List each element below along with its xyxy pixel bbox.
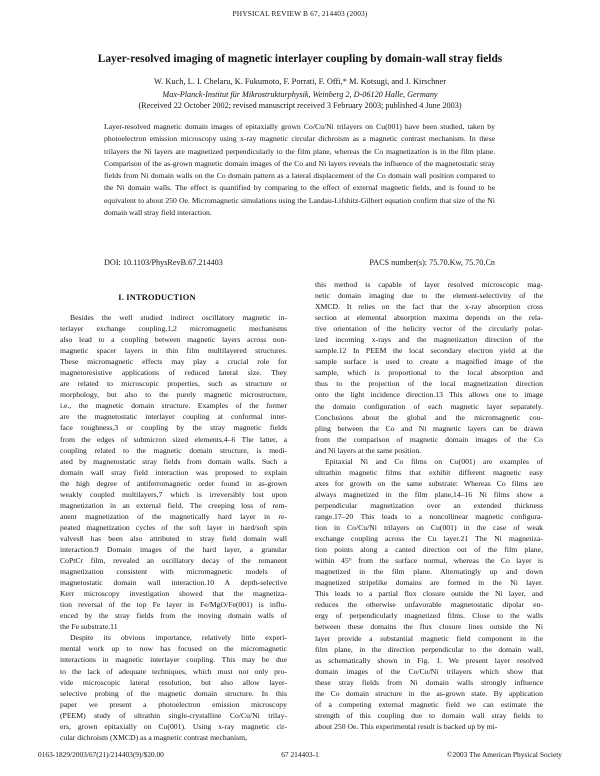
text-line: (PEEM) study of ultrathin single-crystalline Co/Cu/Ni trilay- — [60, 710, 287, 720]
text-line: magnetoresistive applications of reduced lateral size. They — [60, 368, 287, 378]
text-line: Besides the well studied indirect oscillatory magnetic in- — [70, 313, 287, 322]
text-line: sample, which is proportional to the local absorption and — [315, 368, 543, 378]
text-line: ers, grown epitaxially on Cu(001). Using x-ray magnetic cir- — [60, 721, 287, 731]
text-line: Epitaxial Ni and Co films on Cu(001) are examples of — [325, 456, 543, 466]
text-line: ultrathin magnetic films that exhibit different magnetic easy — [315, 467, 543, 477]
text-line: ized incoming x-rays and the magnetization direction of the — [315, 335, 543, 345]
text-line: exchange coupling across the Cu layer.21 The Ni magnetiza- — [315, 534, 543, 544]
text-line: magnetization in an external field. The creeping loss of rem- — [60, 500, 287, 510]
text-line: ergy of perpendicularly magnetized films. Close to the walls — [315, 611, 543, 621]
text-line: are related to microscopic properties, such as structure or — [60, 379, 287, 389]
text-line: magnetized in the film plane. Alternatingly up and down — [315, 567, 543, 577]
text-line: sample surface is used to create a magnified image of the — [315, 357, 543, 367]
affiliation: Max-Planck-Institut für Mikrostrukturphysik, Weinberg 2, D-06120 Halle, Germany — [162, 90, 438, 99]
text-line: always magnetized in the film plane,14–16 Ni films show a — [315, 489, 543, 499]
text-line: XMCD. It relies on the fact that the x-ray absorption cross — [315, 302, 543, 312]
text-line: magnetostatic domain wall interaction.10 A depth-selective — [60, 578, 287, 588]
page-number: 67 214403-1 — [281, 750, 319, 759]
text-line: tion reversal of the top Fe layer in Fe/MgO/Fe(001) is influ- — [60, 600, 287, 610]
text-line: mental work up to now has focused on the micromagnetic — [60, 644, 287, 654]
text-line: as schematically shown in Fig. 1. We present layer resolved — [315, 655, 543, 665]
text-line: These micromagnetic effects may play a crucial role for — [60, 357, 287, 367]
text-line: the Fe substrate.11 — [60, 622, 118, 632]
text-line: are the magnetostatic interlayer coupling at conformal inter- — [60, 412, 287, 422]
text-line: interactions in magnetic interlayer coupling. This may be due — [60, 655, 287, 665]
text-line: reduces the otherwise unfavorable magnetostatic dipolar en- — [315, 600, 543, 610]
text-line: this method is capable of layer resolved microscopic mag- — [315, 280, 543, 289]
received-dates: (Received 22 October 2002; revised manuscript received 3 February 2003; published 4 June 2003) — [138, 101, 462, 110]
text-line: terlayer exchange coupling,1,2 micromagnetic mechanisms — [60, 324, 287, 334]
text-line: about 250 Oe. This experimental result is backed up by mi- — [315, 721, 498, 731]
text-line: magnetic spacer layers in thin film multilayered structures. — [60, 346, 287, 356]
abstract: Layer-resolved magnetic domain images of epitaxially grown Co/Cu/Ni trilayers on Cu(001) have been studied, taken by photoelectron emission microscopy using x-ray magnetic circular dichroism as a magnetic contrast mechanism. In these trilayers the Ni layers are magnetized perpendicularly to the film plane, whereas the Co magnetization is in the film plane. Comparison of the as-grown magnetic domain images of the Co and Ni layers reveals the influence of the magnetostatic stray fields from Ni domain walls on the Co domain pattern as a lateral displacement of the Co domain wall position compared to the Ni domain walls. The effect is quantified by comparing to the effect of external magnetic fields, and is found to be equivalent to about 250 Oe. Micromagnetic simulations using the Landau-Lifshitz-Gilbert equation confirm that size of the Ni domain wall stray field interaction. — [104, 122, 495, 218]
text-line: thus to the projection of the local magnetization direction — [315, 379, 543, 389]
text-line: within 45° from the surface normal, whereas the Co layer is — [315, 556, 543, 566]
text-line: these stray fields from Ni domain walls strongly influence — [315, 677, 543, 687]
text-line: layer provide a substantial magnetic field component in the — [315, 633, 543, 643]
text-line: film plane, in the direction perpendicular to the domain wall, — [315, 644, 543, 654]
text-line: selective probing of the magnetic domain structure. In this — [60, 688, 287, 698]
section-heading: I. INTRODUCTION — [118, 293, 196, 302]
text-line: domain images of the Co/Cu/Ni trilayers which show that — [315, 666, 543, 676]
text-line: the high degree of antiferromagnetic order found in as-grown — [60, 478, 287, 488]
author-list: W. Kuch, L. I. Chelaru, K. Fukumoto, F. Porrati, F. Offi,* M. Kotsugi, and J. Kirschner — [154, 77, 446, 86]
text-line: Despite its obvious importance, relatively little experi- — [70, 633, 287, 643]
text-line: cular dichroism (XMCD) as a magnetic contrast mechanism, — [60, 732, 248, 742]
pacs-numbers: PACS number(s): 75.70.Kw, 75.70.Cn — [369, 258, 495, 267]
journal-header: PHYSICAL REVIEW B 67, 214403 (2003) — [232, 9, 368, 18]
text-line: between these domains the flux closure lines outside the Ni — [315, 622, 543, 632]
text-line: from the edges of submicron sized elements.4–6 The latter, a — [60, 434, 287, 444]
text-line: netic domain imaging due to the element-selectivity of the — [315, 291, 543, 301]
footer-code: 0163-1829/2003/67(21)/214403(9)/$20.00 — [38, 750, 164, 759]
text-line: valves8 has been also attributed to stray field domain wall — [60, 533, 287, 543]
text-line: tion in Co/Cu/Ni trilayers on Cu(001) in the case of weak — [315, 523, 543, 533]
text-line: onto the light incidence direction.13 This allows one to image — [315, 390, 543, 400]
text-line: tive orientation of the helicity vector of the circularly polar- — [315, 324, 543, 334]
text-line: This leads to a partial flux closure outside the Ni layer, and — [315, 589, 543, 599]
text-line: magnetized stripelike domains are formed in the Ni layer. — [315, 578, 543, 588]
text-line: paper we present a photoelectron emission microscopy — [60, 699, 287, 709]
text-line: the Co domain structure in the as-grown state. By application — [315, 688, 543, 698]
text-line: peated magnetization cycles of the soft layer in hard/soft spin — [60, 522, 287, 532]
text-line: CoPtCr film, revealed an oscillatory decay of the remanent — [60, 556, 287, 566]
left-column — [60, 312, 287, 743]
text-line: sample.12 In PEEM the local secondary electron yield at the — [315, 346, 543, 356]
text-line: vide microscopic lateral resolution, but also allow layer- — [60, 677, 287, 687]
text-line: morphology, but also to the purely magnetic microstructure, — [60, 390, 287, 400]
text-line: face roughness,3 or coupling by the stray magnetic fields — [60, 423, 287, 433]
text-line: axes for growth on the same substrate: Whereas Co films are — [315, 478, 543, 488]
text-line: section at elemental absorption maxima depends on the rela- — [315, 313, 543, 323]
text-line: pling between the Co and Ni magnetic layers can be drawn — [315, 423, 543, 433]
text-line: to the lack of adequate techniques, which must not only pro- — [60, 666, 287, 676]
right-column — [315, 279, 543, 732]
text-line: Conclusions about the global and the micromagnetic cou- — [315, 412, 543, 422]
article-title: Layer-resolved imaging of magnetic interlayer coupling by domain-wall stray fields — [97, 53, 503, 65]
text-line: and Ni layers at the same position. — [315, 445, 422, 455]
text-line: from the comparison of magnetic domain images of the Co — [315, 434, 543, 444]
doi-link[interactable]: DOI: 10.1103/PhysRevB.67.214403 — [104, 258, 223, 267]
text-line: Kerr microscopy investigation showed that the magnetiza- — [60, 589, 287, 599]
text-line: range.17–20 This leads to a noncollinear magnetic configura- — [315, 511, 543, 521]
text-line: anent magnetization of the magnetically hard layer in re- — [60, 511, 287, 521]
copyright: ©2003 The American Physical Society — [446, 750, 562, 759]
text-line: weakly coupled multilayers,7 which is irreversibly lost upon — [60, 489, 287, 499]
text-line: the domain configuration of each magnetic layer separately. — [315, 401, 543, 411]
text-line: tion points along a canted direction out of the film plane, — [315, 545, 543, 555]
text-line: perpendicular magnetization over an extended thickness — [315, 500, 543, 510]
text-line: of a competing external magnetic field we can estimate the — [315, 699, 543, 709]
text-line: magnetization consistent with micromagnetic models of — [60, 567, 287, 577]
text-line: domain wall stray field interaction was proposed to explain — [60, 467, 287, 477]
text-line: enced by the stray fields from the moving domain walls of — [60, 611, 287, 621]
text-line: strength of this coupling due to domain wall stray fields to — [315, 710, 543, 720]
text-line: also lead to a coupling between magnetic layers across non- — [60, 335, 287, 345]
text-line: coupling related to the magnetic domain structure, is medi- — [60, 445, 287, 455]
text-line: interaction.9 Domain images of the hard layer, a granular — [60, 544, 287, 554]
text-line: i.e., the magnetic domain structure. Examples of the former — [60, 401, 287, 411]
text-line: ated by magnetostatic stray fields from domain walls. Such a — [60, 456, 287, 466]
